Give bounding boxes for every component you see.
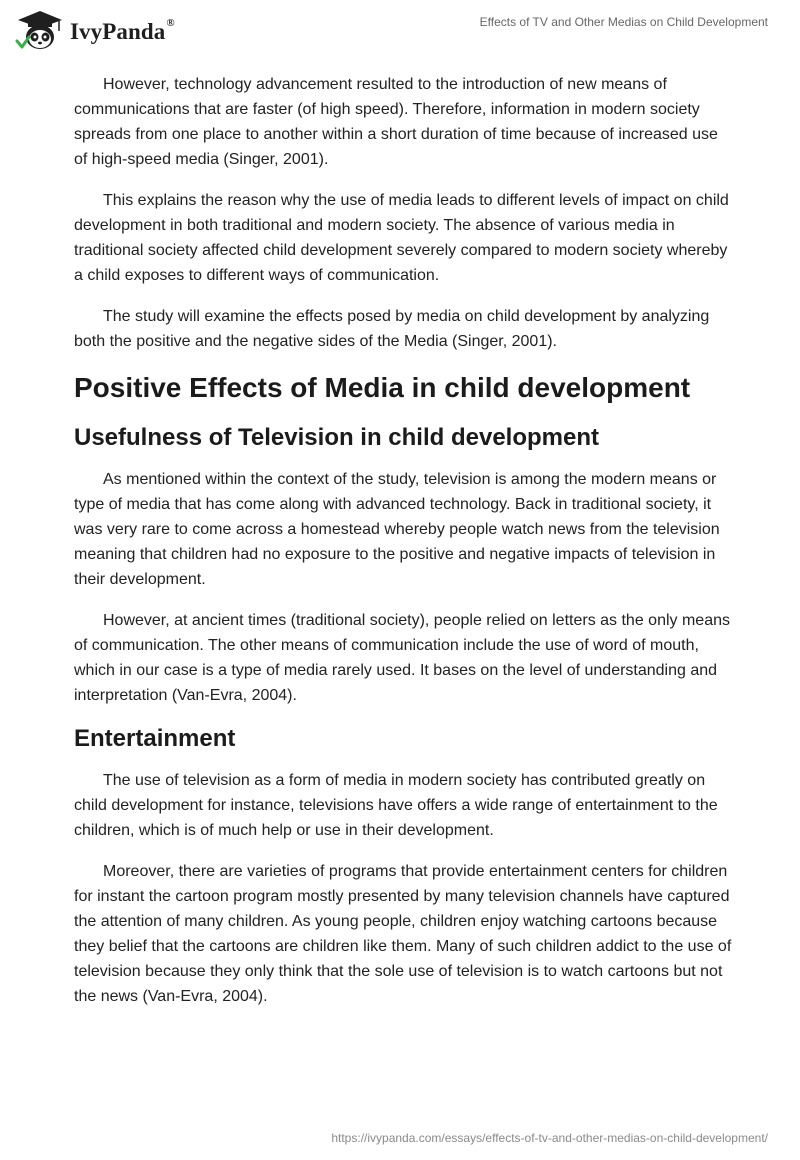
registered-mark: ® [166, 17, 175, 29]
paragraph-7: Moreover, there are varieties of programs that provide entertainment centers for children for instant the cartoon program mostly presented by many television channels have captured the attention of many children. As young people, children enjoy watching cartoons because they belief that the cartoons are children like them. Many of such children addict to the use of television because they only think that the sole use of television is to watch cartoons but not the news (Van-Evra, 2004). [74, 863, 732, 1005]
heading-positive-effects: Positive Effects of Media in child development [74, 372, 691, 403]
heading-entertainment: Entertainment [74, 725, 236, 752]
document-title: Effects of TV and Other Medias on Child Development [479, 15, 768, 29]
paragraph-5: However, at ancient times (traditional society), people relied on letters as the only means of communication. The other means of communication include the use of word of mouth, which in our case is a type of media rarely used. It bases on the level of understanding and interpretation (Van-Evra, 2004). [74, 612, 730, 704]
panda-graduate-icon [15, 9, 65, 53]
paragraph-4: As mentioned within the context of the study, television is among the modern means or type of media that has come along with advanced technology. Back in traditional society, it was very rare to come across a homestead whereby people watch news from the television meaning that children had no exposure to the positive and negative impacts of television in their development. [74, 471, 720, 588]
paragraph-3: The study will examine the effects posed by media on child development by analyzing both the positive and the negative sides of the Media (Singer, 2001). [74, 308, 710, 350]
page-header [0, 0, 800, 60]
paragraph-6: The use of television as a form of media in modern society has contributed greatly on child development for instance, televisions have offers a wide range of entertainment to the children, which is of much help or use in their development. [74, 772, 718, 839]
heading-usefulness-of-television: Usefulness of Television in child development [74, 424, 599, 451]
ivypanda-logo[interactable] [15, 9, 175, 53]
essay-body [74, 72, 734, 1025]
brand-name: IvyPanda® [70, 17, 175, 44]
source-url[interactable]: https://ivypanda.com/essays/effects-of-tv-and-other-medias-on-child-development/ [331, 1131, 768, 1145]
paragraph-2: This explains the reason why the use of media leads to different levels of impact on child development in both traditional and modern society. The absence of various media in traditional society affected child development severely compared to modern society whereby a child exposes to different ways of communication. [74, 192, 729, 284]
paragraph-1: However, technology advancement resulted to the introduction of new means of communications that are faster (of high speed). Therefore, information in modern society spreads from one place to another within a short duration of time because of increased use of high-speed media (Singer, 2001). [74, 76, 718, 168]
